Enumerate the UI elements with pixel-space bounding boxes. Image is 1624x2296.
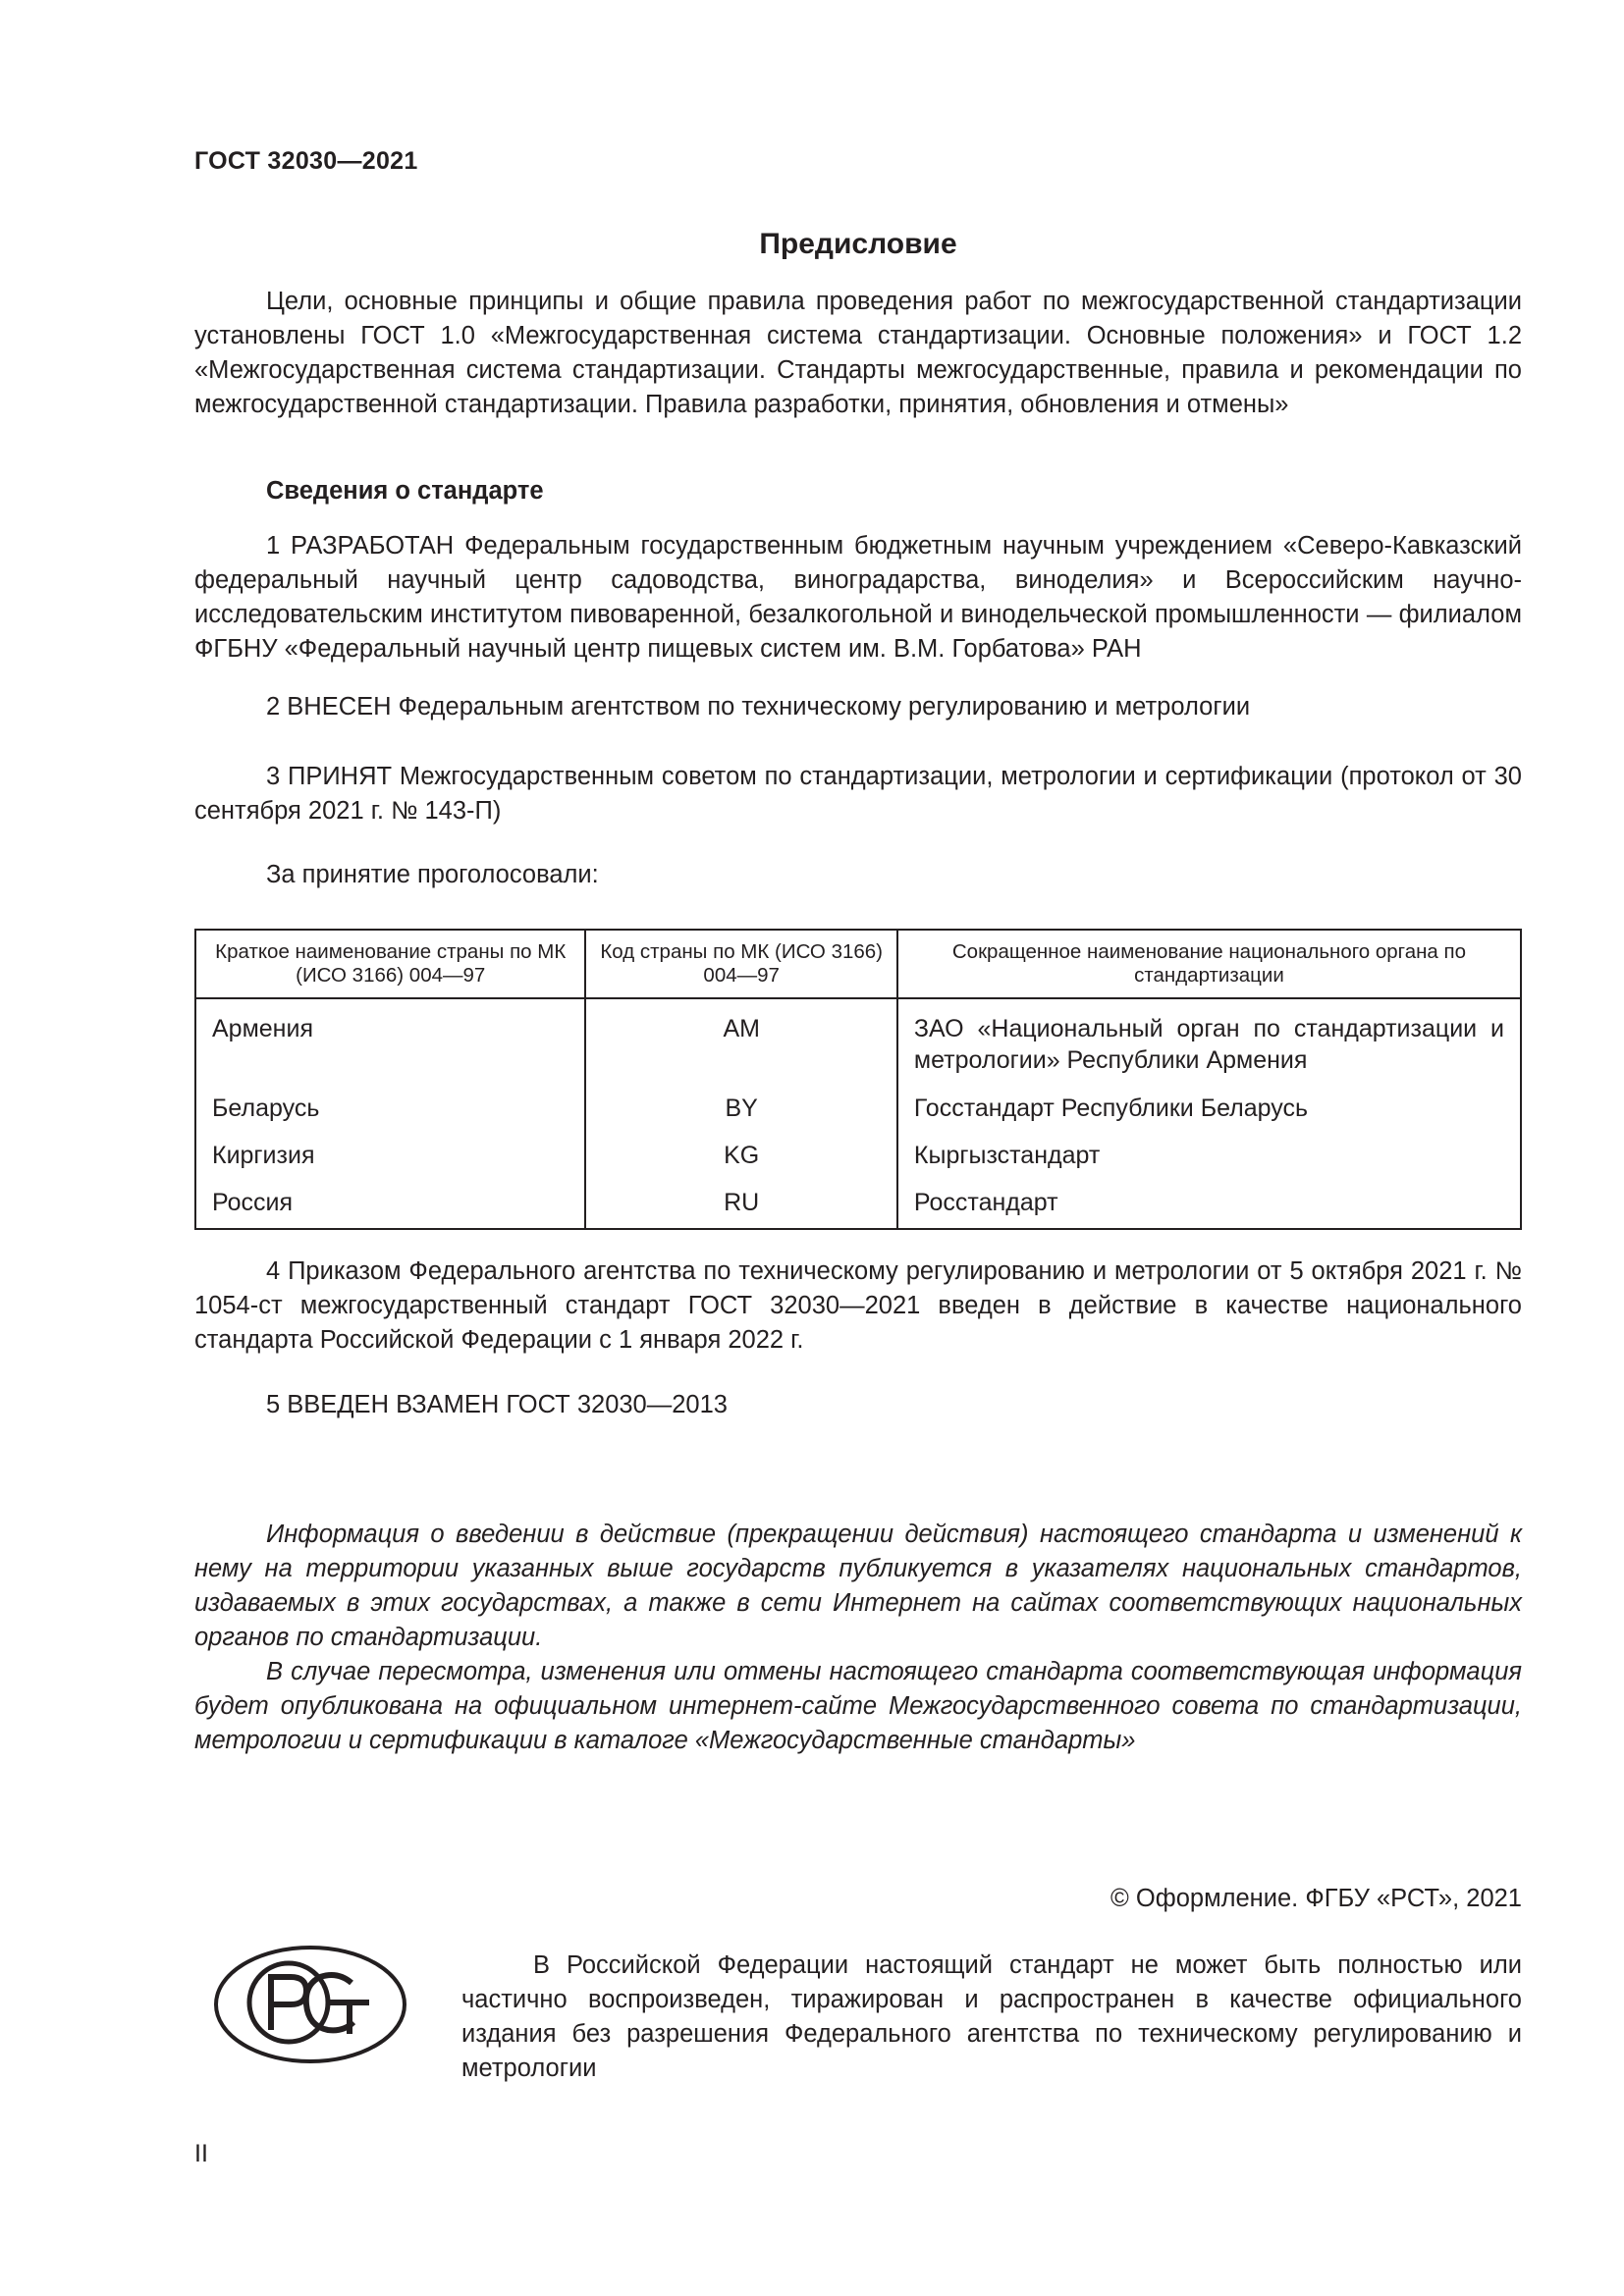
cell-body: Кыргызстандарт (897, 1135, 1521, 1182)
header-country-code: Код страны по МК (ИСО 3166) 004—97 (585, 930, 896, 998)
item-order-text: 4 Приказом Федерального агентства по техническому регулированию и метрологии от 5 октября 2021 г. № 1054-ст межгосударственный стандарт ГОСТ 32030—2021 введен в действие в качестве национального стандарта Российской Федерации с 1 января 2022 г. (194, 1257, 1522, 1354)
cell-country: Армения (195, 998, 585, 1088)
intro-text: Цели, основные принципы и общие правила проведения работ по межгосударственной стандартизации установлены ГОСТ 1.0 «Межгосударственная система стандартизации. Основные положения» и ГОСТ 1.2 «Межгосударственная система стандартизации. Стандарты межгосударственные, правила и рекомендации по межгосударственной стандартизации. Правила разработки, принятия, обновления и отмены» (194, 288, 1522, 418)
cell-code: AM (585, 998, 896, 1088)
italic-info-p1: Информация о введении в действие (прекращении действия) настоящего стандарта и изменений к нему на территории указанных выше государств публикуется в указателях национальных стандартов, издаваемых в этих государствах, а также в сети Интернет на сайтах соответствующих национальных органов по стандартизации. (194, 1521, 1522, 1651)
item-adopted (194, 760, 1522, 828)
cell-code: RU (585, 1182, 896, 1229)
info-heading: Сведения о стандарте (266, 477, 544, 505)
intro-paragraph (194, 285, 1522, 422)
gost-r-certification-mark-icon (212, 1944, 408, 2065)
cell-body: ЗАО «Национальный орган по стандартизации и метрологии» Республики Армения (897, 998, 1521, 1088)
italic-info (194, 1518, 1522, 1758)
table-row (195, 1088, 1521, 1135)
table-row (195, 1135, 1521, 1182)
table-row (195, 1182, 1521, 1229)
item-introduced: 2 ВНЕСЕН Федеральным агентством по техническому регулированию и метрологии (266, 693, 1251, 721)
reproduction-notice (461, 1949, 1522, 2086)
document-code: ГОСТ 32030—2021 (194, 147, 418, 175)
page-number: II (194, 2140, 208, 2167)
table-row (195, 998, 1521, 1088)
item-developed-text: 1 РАЗРАБОТАН Федеральным государственным бюджетным научным учреждением «Северо-Кавказский федеральный научный центр садоводства, виноградарства, виноделия» и Всероссийским научно-исследовательским институтом пивоваренной, безалкогольной и винодельческой промышленности — филиалом ФГБНУ «Федеральный научный центр пищевых систем им. В.М. Горбатова» РАН (194, 532, 1522, 663)
item-developed (194, 529, 1522, 667)
voted-label: За принятие проголосовали: (266, 861, 599, 888)
italic-info-p2: В случае пересмотра, изменения или отмены настоящего стандарта соответствующая информация будет опубликована на официальном интернет-сайте Межгосударственного совета по стандартизации, метрологии и сертификации в каталоге «Межгосударственные стандарты» (194, 1658, 1522, 1754)
section-title: Предисловие (759, 228, 957, 260)
cell-code: KG (585, 1135, 896, 1182)
cell-body: Госстандарт Республики Беларусь (897, 1088, 1521, 1135)
table-header-row (195, 930, 1521, 998)
cell-country: Киргизия (195, 1135, 585, 1182)
item-order (194, 1255, 1522, 1358)
cell-code: BY (585, 1088, 896, 1135)
cell-country: Россия (195, 1182, 585, 1229)
cell-body: Росстандарт (897, 1182, 1521, 1229)
cell-country: Беларусь (195, 1088, 585, 1135)
copyright: © Оформление. ФГБУ «РСТ», 2021 (1110, 1885, 1522, 1912)
header-country-name: Краткое наименование страны по МК (ИСО 3166) 004—97 (195, 930, 585, 998)
item-replaces: 5 ВВЕДЕН ВЗАМЕН ГОСТ 32030—2013 (266, 1391, 728, 1418)
header-body-name: Сокращенное наименование национального органа по стандартизации (897, 930, 1521, 998)
voting-countries-table (194, 929, 1522, 1230)
document-page (194, 0, 1522, 2296)
reproduction-notice-text: В Российской Федерации настоящий стандарт не может быть полностью или частично воспроизведен, тиражирован и распространен в качестве официального издания без разрешения Федерального агентства по техническому регулированию и метрологии (461, 1951, 1522, 2082)
item-adopted-text: 3 ПРИНЯТ Межгосударственным советом по стандартизации, метрологии и сертификации (протокол от 30 сентября 2021 г. № 143-П) (194, 763, 1522, 825)
